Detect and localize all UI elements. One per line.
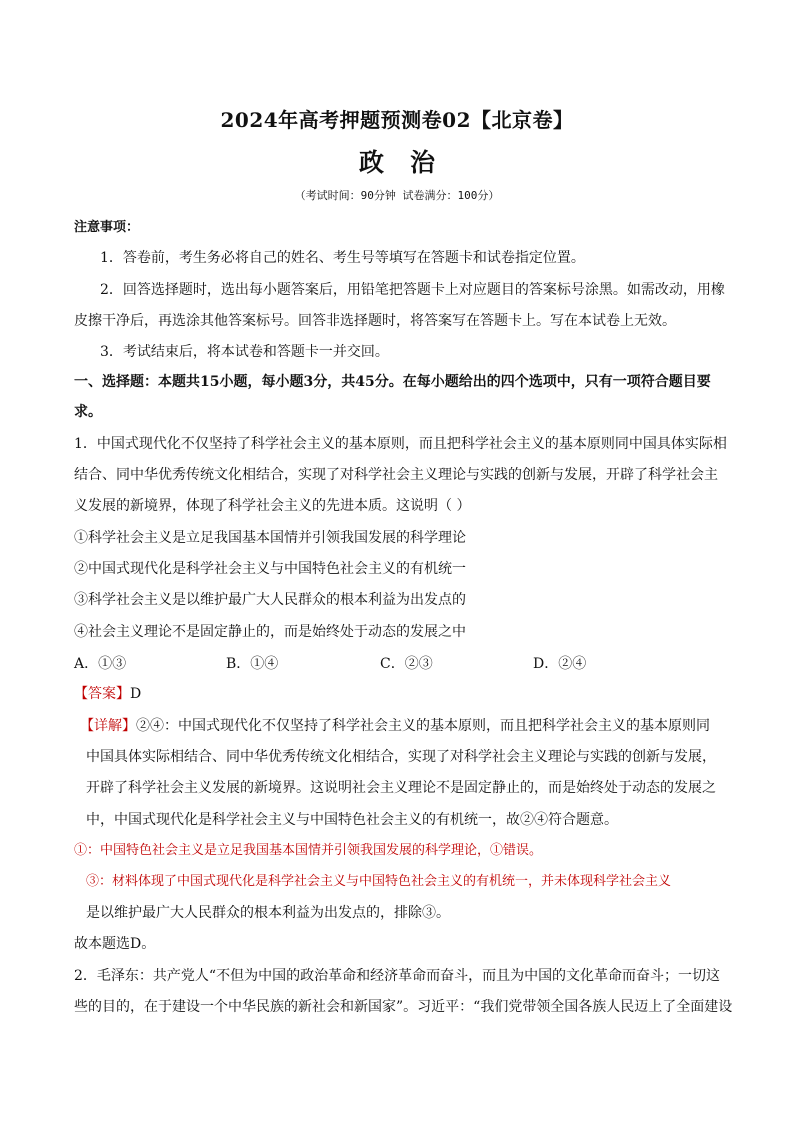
q1-option-c: C．②③ (380, 656, 433, 672)
q1-option-a: A．①③ (74, 656, 127, 672)
answer-label: 【答案】 (74, 686, 130, 702)
q1-answer (74, 684, 729, 704)
detail-text-1: ②④：中国式现代化不仅坚持了科学社会主义的基本原则，而且把科学社会主义的基本原则同 (136, 718, 710, 734)
page-title: 2024年高考押题预测卷02【北京卷】 (220, 108, 574, 132)
q1-option-b: B．①④ (226, 656, 279, 672)
notice-item-3: 3．考试结束后，将本试卷和答题卡一并交回。 (100, 344, 389, 360)
q1-wrong-1: ①：中国特色社会主义是立足我国基本国情并引领我国发展的科学理论，①错误。 (74, 843, 543, 858)
subject-left: 政 (358, 148, 384, 177)
q1-detail-line3: 开辟了科学社会主义发展的新境界。这说明社会主义理论不是固定静止的，而是始终处于动态的发展之 (86, 780, 716, 796)
answer-value: D (130, 686, 142, 702)
notice-item-2-line2: 皮擦干净后，再选涂其他答案标号。回答非选择题时，将答案写在答题卡上。写在本试卷上无效。 (74, 313, 676, 329)
subject-title (0, 143, 794, 179)
section-heading-line1: 一、选择题：本题共15小题，每小题3分，共45分。在每小题给出的四个选项中，只有一项符合题目要 (74, 374, 711, 390)
q1-statement-4: ④社会主义理论不是固定静止的，而是始终处于动态的发展之中 (74, 624, 466, 640)
q1-detail-line1 (80, 716, 735, 736)
notice-item-1: 1．答卷前，考生务必将自己的姓名、考生号等填写在答题卡和试卷指定位置。 (100, 250, 585, 266)
q1-statement-3: ③科学社会主义是以维护最广大人民群众的根本利益为出发点的 (74, 592, 466, 608)
q1-statement-2: ②中国式现代化是科学社会主义与中国特色社会主义的有机统一 (74, 561, 466, 577)
notice-item-2-line1: 2．回答选择题时，选出每小题答案后，用铅笔把答题卡上对应题目的答案标号涂黑。如需改动，用橡 (100, 282, 725, 298)
q1-stem-line1: 1．中国式现代化不仅坚持了科学社会主义的基本原则，而且把科学社会主义的基本原则同中国具体实际相 (74, 436, 727, 452)
q1-statement-1: ①科学社会主义是立足我国基本国情并引领我国发展的科学理论 (74, 530, 466, 546)
q1-detail-line2: 中国具体实际相结合、同中华优秀传统文化相结合，实现了对科学社会主义理论与实践的创新与发展， (86, 749, 716, 765)
q1-option-d: D．②④ (533, 656, 587, 672)
q1-wrong-3-line2: 是以维护最广大人民群众的根本利益为出发点的，排除③。 (86, 905, 450, 921)
q2-line1: 2．毛泽东：共产党人“不但为中国的政治革命和经济革命而奋斗，而且为中国的文化革命而奋斗；一切这 (74, 968, 721, 984)
q1-stem-line3: 义发展的新境界，体现了科学社会主义的先进本质。这说明（ ） (74, 498, 471, 514)
q1-detail-line4: 中，中国式现代化是科学社会主义与中国特色社会主义的有机统一，故②④符合题意。 (86, 812, 618, 828)
notice-heading: 注意事项： (74, 220, 140, 235)
q1-stem-line2: 结合、同中华优秀传统文化相结合，实现了对科学社会主义理论与实践的创新与发展，开辟了科学社会主 (74, 467, 718, 483)
q1-conclusion: 故本题选D。 (74, 936, 156, 952)
subject-right: 治 (410, 148, 436, 177)
q1-wrong-3-line1: ③：材料体现了中国式现代化是科学社会主义与中国特色社会主义的有机统一，并未体现科学社会主义 (86, 874, 672, 889)
section-heading-line2: 求。 (74, 404, 102, 420)
detail-label: 【详解】 (80, 718, 136, 734)
exam-info: （考试时间：90分钟 试卷满分：100分） (294, 189, 500, 202)
q2-line2: 些的目的，在于建设一个中华民族的新社会和新国家”。习近平：“我们党带领全国各族人民迈上了全面建设 (74, 999, 733, 1015)
